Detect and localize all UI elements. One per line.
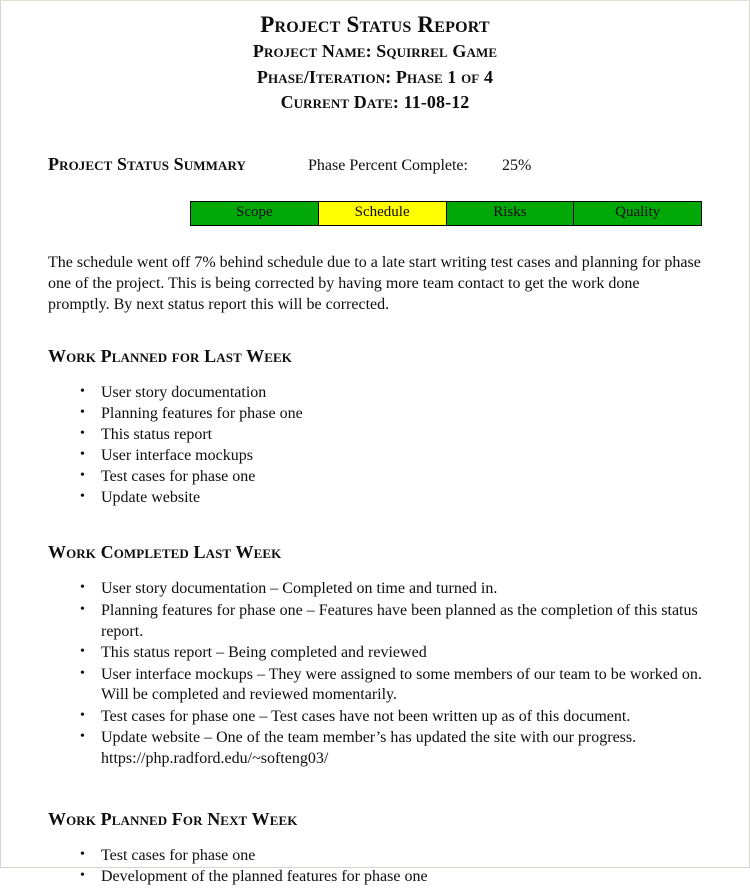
list-item-text: Update website – One of the team member’s has updated the site with our progress. [101, 729, 637, 747]
project-name-line: Project Name: Squirrel Game [252, 41, 498, 62]
list-work-planned-last-week [48, 383, 702, 509]
status-cell-risks-label: Risks [493, 204, 527, 221]
status-bar-wrapper [48, 201, 702, 226]
list-work-completed-last-week [48, 579, 702, 770]
list-item: • User interface mockups [48, 446, 702, 467]
list-item: • Planning features for phase one – Features have been planned as the completion of this status report. [48, 601, 702, 643]
website-url[interactable]: https://php.radford.edu/~softeng03/ [101, 750, 329, 768]
list-item: • Test cases for phase one – Test cases have not been written up as of this document. [48, 707, 702, 728]
phase-percent-complete-label: Phase Percent Complete: [308, 156, 468, 174]
list-item: • User story documentation – Completed on time and turned in. [48, 579, 702, 600]
status-summary-paragraph: The schedule went off 7% behind schedule due to a late start writing test cases and planning for phase one of the project. This is being corrected by having more team contact to get the work done promptly. By next status report this will be corrected. [48, 253, 701, 314]
status-cell-schedule [318, 201, 446, 225]
list-item: • This status report – Being completed and reviewed [48, 643, 702, 664]
project-status-summary-heading: Project Status Summary [48, 153, 247, 174]
list-item: • Development of the planned features for phase one [48, 867, 702, 888]
current-date-line: Current Date: 11-08-12 [280, 92, 470, 113]
status-cell-quality [574, 201, 702, 225]
project-status-summary-row [48, 154, 702, 175]
phase-percent-complete-value: 25% [501, 156, 532, 174]
status-cell-scope-label: Scope [236, 204, 273, 221]
status-indicator-bar [190, 201, 702, 226]
list-item: • Planning features for phase one [48, 404, 702, 425]
section-heading-work-planned-last-week: Work Planned for Last Week [48, 346, 292, 367]
list-item: • This status report [48, 425, 702, 446]
section-heading-work-completed-last-week: Work Completed Last Week [48, 542, 282, 563]
phase-iteration-line: Phase/Iteration: Phase 1 of 4 [256, 66, 494, 87]
list-item: • User interface mockups – They were assigned to some members of our team to be worked on. Will be completed and reviewed momentarily. [48, 665, 702, 707]
status-cell-schedule-label: Schedule [354, 204, 410, 221]
list-item: • User story documentation [48, 383, 702, 404]
title-block [48, 11, 702, 116]
list-item: • Test cases for phase one [48, 846, 702, 867]
page-title: Project Status Report [260, 12, 490, 37]
list-item-with-url [48, 728, 702, 770]
status-cell-quality-label: Quality [615, 204, 661, 221]
document-content [1, 1, 749, 888]
list-item: • Test cases for phase one [48, 467, 702, 488]
section-heading-work-planned-next-week: Work Planned For Next Week [48, 809, 298, 830]
list-work-planned-next-week [48, 846, 702, 888]
status-cell-scope [191, 201, 319, 225]
status-bar-row [191, 201, 702, 225]
status-cell-risks [446, 201, 574, 225]
list-item: • Update website [48, 488, 702, 509]
